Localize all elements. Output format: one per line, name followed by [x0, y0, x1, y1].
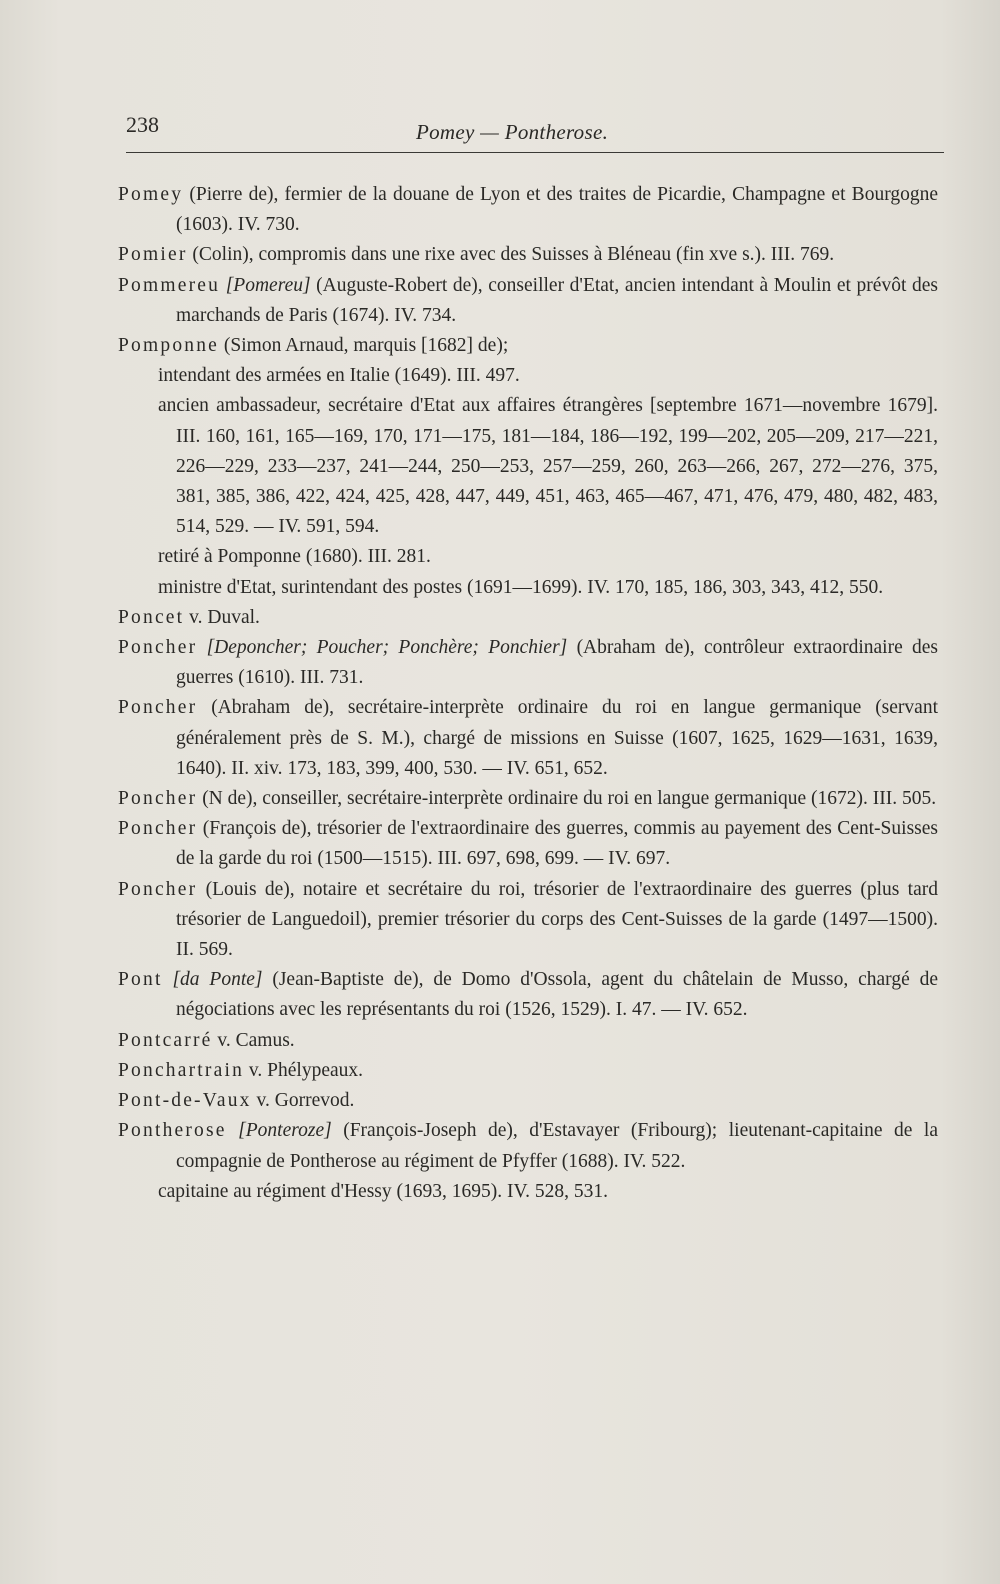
- entry-text: (François-Joseph de), d'Estavayer (Fribourg); lieutenant-capitaine de la compagnie de Pontherose au régiment de Pfyffer (1688). IV. 522.: [176, 1120, 938, 1172]
- index-entry: [118, 603, 938, 633]
- entry-alias: [da Ponte]: [162, 969, 263, 991]
- entry-name: Poncher: [118, 818, 198, 840]
- index-entry: [118, 965, 938, 1025]
- entry-name: Pomier: [118, 244, 188, 266]
- entry-name: Ponchartrain: [118, 1059, 245, 1081]
- index-subentry: ministre d'Etat, surintendant des postes (1691—1699). IV. 170, 185, 186, 303, 343, 412, 550.: [158, 576, 884, 598]
- entry-name: Poncher: [118, 697, 198, 719]
- entry-name: Pontcarré: [118, 1029, 213, 1051]
- entry-text: v. Camus.: [212, 1029, 295, 1051]
- entry-text: (Pierre de), fermier de la douane de Lyon et des traites de Picardie, Champagne et Bourgogne (1603). IV. 730.: [176, 184, 938, 236]
- entry-name: Poncher: [118, 637, 198, 659]
- index-entry: [118, 331, 938, 361]
- entry-text: (Louis de), notaire et secrétaire du roi, trésorier de l'extraordinaire des guerres (plus tard trésorier de Languedoil), premier trésorier du corps des Cent-Suisses de la garde (1497—1500). II. 569.: [176, 878, 938, 961]
- index-entry: [118, 180, 938, 240]
- entry-text: (Colin), compromis dans une rixe avec des Suisses à Bléneau (fin xve s.). III. 769.: [187, 244, 835, 266]
- index-entry: [118, 1056, 938, 1086]
- index-entry: [118, 814, 938, 874]
- entry-name: Pomey: [118, 184, 184, 205]
- index-entry: [118, 784, 938, 814]
- index-entry: [118, 271, 938, 331]
- entry-name: Pontherose: [118, 1120, 227, 1142]
- entry-text: v. Gorrevod.: [251, 1090, 355, 1112]
- entry-alias: [Deponcher; Poucher; Ponchère; Ponchier]: [197, 637, 568, 659]
- header-rule: [126, 152, 944, 153]
- entry-text: (Auguste-Robert de), conseiller d'Etat, ancien intendant à Moulin et prévôt des marchands de Paris (1674). IV. 734.: [176, 274, 938, 326]
- index-subentry: capitaine au régiment d'Hessy (1693, 1695). IV. 528, 531.: [158, 1180, 608, 1202]
- entry-text: (Simon Arnaud, marquis [1682] de);: [219, 335, 509, 357]
- entry-name: Pommereu: [118, 274, 221, 296]
- index-subentry: intendant des armées en Italie (1649). III. 497.: [158, 365, 520, 387]
- entry-alias: [Ponteroze]: [226, 1120, 332, 1142]
- entry-alias: [Pomereu]: [220, 274, 311, 296]
- index-entry: [118, 240, 938, 270]
- entry-name: Poncher: [118, 788, 198, 810]
- index-subentry: ancien ambassadeur, secrétaire d'Etat aux affaires étrangères [septembre 1671—novembre 1679]. III. 160, 161, 165—169, 170, 171—175, 181—184, 186—192, 199—202, 205—209, 217—221, 226—229, 233—237, 241—244, 250—253, 257—259, 260, 263—266, 267, 272—276, 375, 381, 385, 386, 422, 424, 425, 428, 447, 449, 451, 463, 465—467, 471, 476, 479, 480, 482, 483, 514, 529. — IV. 591, 594.: [158, 395, 938, 538]
- page-number: 238: [126, 112, 159, 137]
- running-title: Pomey — Pontherose.: [416, 120, 609, 144]
- entry-text: (Jean-Baptiste de), de Domo d'Ossola, agent du châtelain de Musso, chargé de négociations avec les représentants du roi (1526, 1529). I. 47. — IV. 652.: [176, 969, 938, 1021]
- entry-text: (Abraham de), secrétaire-interprète ordinaire du roi en langue germanique (servant généralement près de S. M.), chargé de missions en Suisse (1607, 1625, 1629—1631, 1639, 1640). II. xiv. 173, 183, 399, 400, 530. — IV. 651, 652.: [176, 697, 938, 779]
- index-entry: [118, 1086, 938, 1116]
- entry-name: Pont: [118, 969, 163, 991]
- index-entry: [118, 633, 938, 693]
- index-subentry: retiré à Pomponne (1680). III. 281.: [158, 546, 431, 568]
- entry-text: v. Phélypeaux.: [244, 1059, 364, 1081]
- entry-text: (Abraham de), contrôleur extraordinaire des guerres (1610). III. 731.: [176, 637, 938, 689]
- index-entry: [118, 875, 938, 966]
- index-entry: [118, 1026, 938, 1056]
- page-header: [126, 112, 946, 152]
- entry-text: (François de), trésorier de l'extraordinaire des guerres, commis au payement des Cent-Suisses de la garde du roi (1500—1515). III. 697, 698, 699. — IV. 697.: [176, 818, 938, 870]
- index-entry: [118, 693, 938, 784]
- entry-name: Poncher: [118, 878, 198, 900]
- entry-text: v. Duval.: [184, 606, 260, 628]
- entry-name: Poncet: [118, 606, 185, 628]
- index-entry: [118, 1116, 938, 1176]
- index-entries: [118, 180, 938, 1207]
- entry-name: Pont-de-Vaux: [118, 1090, 252, 1112]
- entry-text: (N de), conseiller, secrétaire-interprète ordinaire du roi en langue germanique (1672). III. 505.: [197, 788, 937, 810]
- entry-name: Pomponne: [118, 335, 220, 357]
